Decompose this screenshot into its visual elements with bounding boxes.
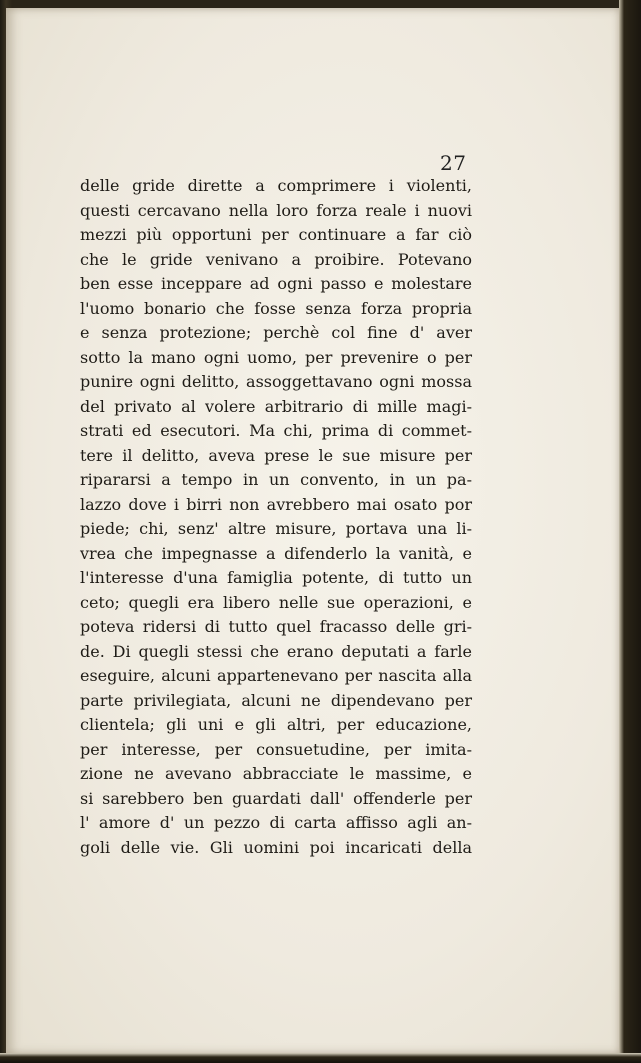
text-line: l'uomo bonario che fosse senza forza propria <box>80 298 472 318</box>
body-text <box>80 174 472 860</box>
text-line: strati ed esecutori. Ma chi, prima di commet- <box>80 421 472 440</box>
text-line: delle gride dirette a comprimere i violenti, <box>80 176 472 195</box>
text-line: l' amore d' un pezzo di carta affisso agli an- <box>80 813 472 832</box>
text-line: sotto la mano ogni uomo, per prevenire o per <box>80 347 472 367</box>
text-line: parte privilegiata, alcuni ne dipendevano per <box>80 690 472 710</box>
text-line: l'interesse d'una famiglia potente, di tutto un <box>80 568 472 587</box>
text-line: eseguire, alcuni appartenevano per nascita alla <box>80 666 472 685</box>
paper-sheet <box>6 8 620 1054</box>
text-line: questi cercavano nella loro forza reale i nuovi <box>80 200 472 220</box>
text-line: tere il delitto, aveva prese le sue misure per <box>80 445 472 465</box>
text-line: per interesse, per consuetudine, per imita- <box>80 739 472 759</box>
text-line: ripararsi a tempo in un convento, in un pa- <box>80 470 472 489</box>
text-line: poteva ridersi di tutto quel fracasso delle gri- <box>80 617 472 636</box>
text-line: zione ne avevano abbracciate le massime, e <box>80 764 472 783</box>
text-line: mezzi più opportuni per continuare a far ciò <box>80 225 472 244</box>
text-line: punire ogni delitto, assoggettavano ogni mossa <box>80 372 472 391</box>
text-line: piede; chi, senz' altre misure, portava una li- <box>80 519 472 538</box>
text-line: ben esse inceppare ad ogni passo e molestare <box>80 274 472 293</box>
text-line: che le gride venivano a proibire. Potevano <box>80 249 472 269</box>
text-line: ceto; quegli era libero nelle sue operazioni, e <box>80 592 472 612</box>
page-number: 27 <box>440 151 467 175</box>
book-edge-right <box>619 0 641 1063</box>
book-edge-bottom <box>0 1053 641 1063</box>
text-line: clientela; gli uni e gli altri, per educazione, <box>80 715 472 734</box>
text-line: del privato al volere arbitrario di mille magi- <box>80 396 472 416</box>
text-line: e senza protezione; perchè col fine d' aver <box>80 323 472 342</box>
text-line: si sarebbero ben guardati dall' offenderle per <box>80 788 472 808</box>
text-line: de. Di quegli stessi che erano deputati a farle <box>80 641 472 661</box>
text-line: vrea che impegnasse a difenderlo la vanità, e <box>80 543 472 563</box>
text-line: lazzo dove i birri non avrebbero mai osato por <box>80 494 472 514</box>
text-line: goli delle vie. Gli uomini poi incaricati della <box>80 837 472 857</box>
